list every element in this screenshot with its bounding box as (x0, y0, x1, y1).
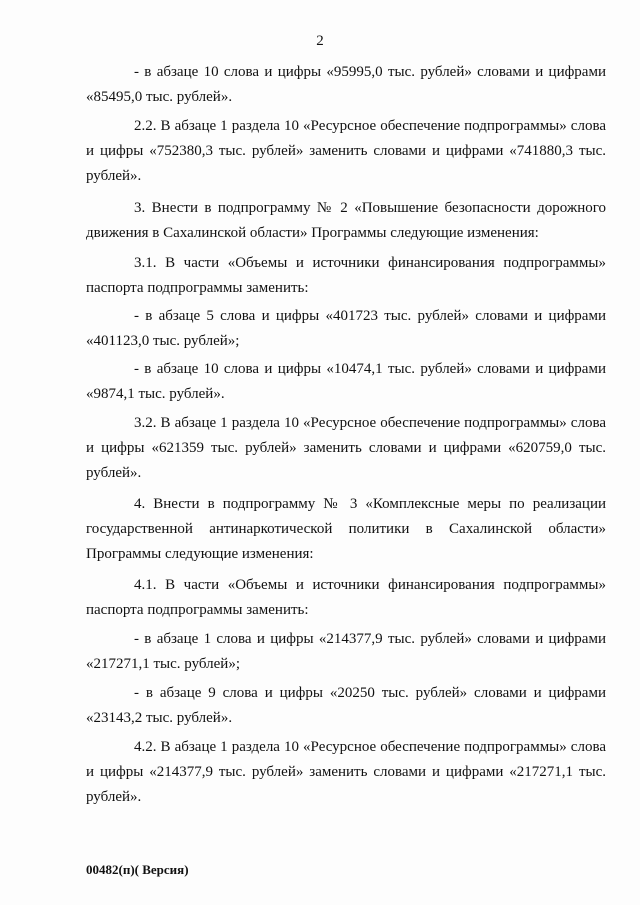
paragraph: 4.1. В части «Объемы и источники финансирования подпрограммы» паспорта подпрограммы заменить: (86, 577, 606, 618)
paragraph: 4.2. В абзаце 1 раздела 10 «Ресурсное обеспечение подпрограммы» слова и цифры «214377,9 тыс. рублей» заменить словами и цифрами «217271,1 тыс. рублей». (86, 739, 606, 805)
paragraph: - в абзаце 5 слова и цифры «401723 тыс. рублей» словами и цифрами «401123,0 тыс. рублей»; (86, 308, 606, 349)
paragraph: 3. Внести в подпрограмму № 2 «Повышение безопасности дорожного движения в Сахалинской области» Программы следующие изменения: (86, 200, 606, 241)
paragraph: - в абзаце 10 слова и цифры «95995,0 тыс. рублей» словами и цифрами «85495,0 тыс. рублей». (86, 64, 606, 105)
paragraph: 4. Внести в подпрограмму № 3 «Комплексные меры по реализации государственной антинаркотической политики в Сахалинской области» Программы следующие изменения: (86, 496, 606, 562)
paragraph: - в абзаце 10 слова и цифры «10474,1 тыс. рублей» словами и цифрами «9874,1 тыс. рублей». (86, 361, 606, 402)
document-footer-code: 00482(п)( Версия) (86, 862, 189, 877)
paragraph: 3.1. В части «Объемы и источники финансирования подпрограммы» паспорта подпрограммы заменить: (86, 255, 606, 296)
page-number: 2 (316, 33, 324, 49)
paragraph: 2.2. В абзаце 1 раздела 10 «Ресурсное обеспечение подпрограммы» слова и цифры «752380,3 тыс. рублей» заменить словами и цифрами «741880,3 тыс. рублей». (86, 118, 606, 184)
paragraph: - в абзаце 1 слова и цифры «214377,9 тыс. рублей» словами и цифрами «217271,1 тыс. рублей»; (86, 631, 606, 672)
paragraph: 3.2. В абзаце 1 раздела 10 «Ресурсное обеспечение подпрограммы» слова и цифры «621359 тыс. рублей» заменить словами и цифрами «620759,0 тыс. рублей». (86, 415, 606, 481)
paragraph: - в абзаце 9 слова и цифры «20250 тыс. рублей» словами и цифрами «23143,2 тыс. рублей». (86, 685, 606, 726)
